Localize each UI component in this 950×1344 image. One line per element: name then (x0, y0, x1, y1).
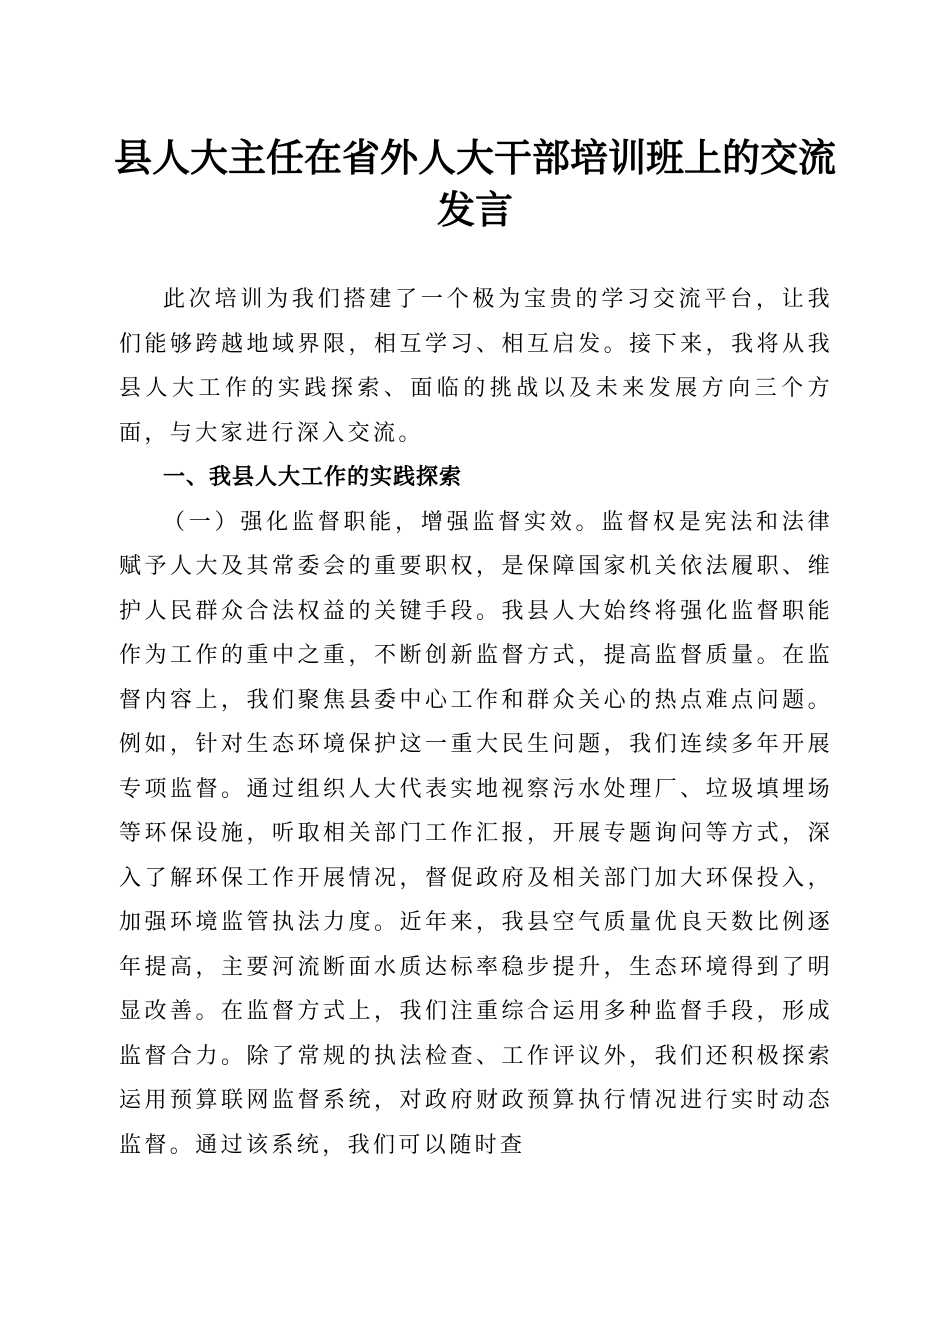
document-title: 县人大主任在省外人大干部培训班上的交流发言 (113, 135, 836, 232)
section-paragraph: （一）强化监督职能，增强监督实效。监督权是宪法和法律赋予人大及其常委会的重要职权，是保障国家机关依法履职、维护人民群众合法权益的关键手段。我县人大始终将强化监督职能作为工作的重中之重，不断创新监督方式，提高监督质量。在监督内容上，我们聚焦县委中心工作和群众关心的热点难点问题。例如，针对生态环境保护这一重大民生问题，我们连续多年开展专项监督。通过组织人大代表实地视察污水处理厂、垃圾填埋场等环保设施，听取相关部门工作汇报，开展专题询问等方式，深入了解环保工作开展情况，督促政府及相关部门加大环保投入，加强环境监管执法力度。近年来，我县空气质量优良天数比例逐年提高，主要河流断面水质达标率稳步提升，生态环境得到了明显改善。在监督方式上，我们注重综合运用多种监督手段，形成监督合力。除了常规的执法检查、工作评议外，我们还积极探索运用预算联网监督系统，对政府财政预算执行情况进行实时动态监督。通过该系统，我们可以随时查 (119, 509, 833, 1158)
document-body (119, 278, 833, 1168)
section-heading: 一、我县人大工作的实践探索 (163, 465, 463, 490)
intro-paragraph: 此次培训为我们搭建了一个极为宝贵的学习交流平台，让我们能够跨越地域界限，相互学习、相互启发。接下来，我将从我县人大工作的实践探索、面临的挑战以及未来发展方向三个方面，与大家进行深入交流。 (119, 287, 833, 446)
